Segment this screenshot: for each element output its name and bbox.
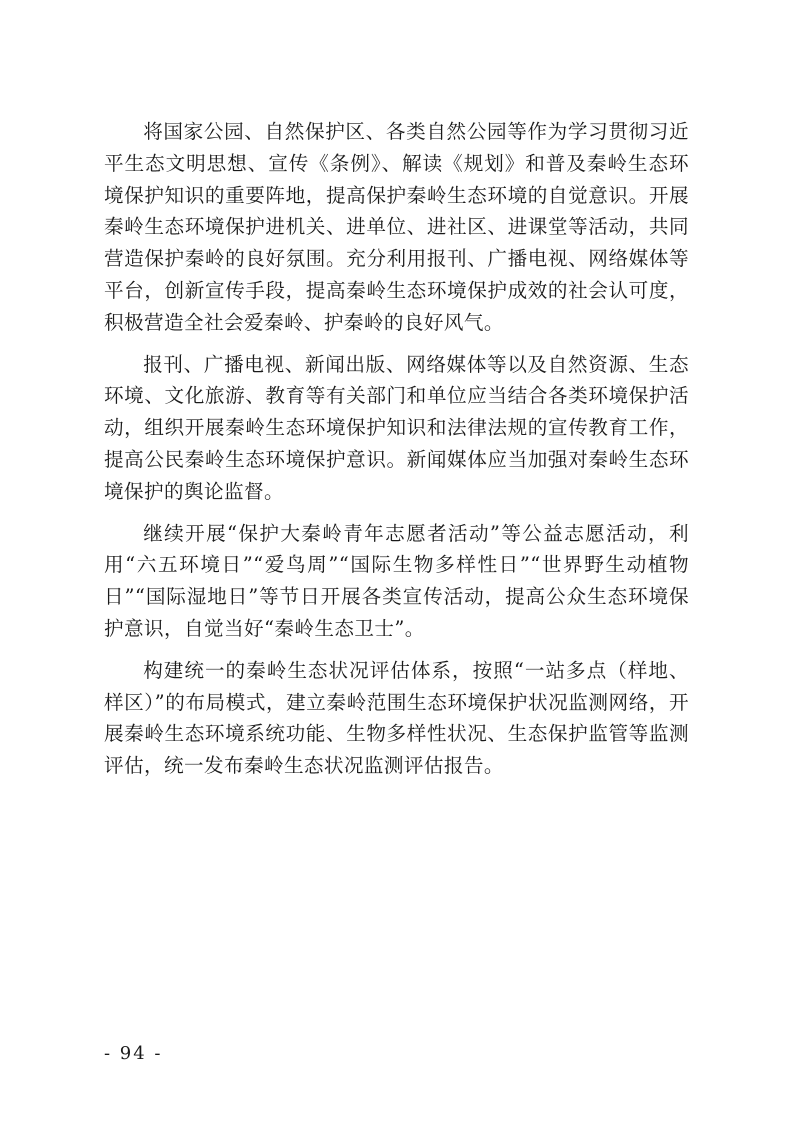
paragraph-publicity-bases: 将国家公园、自然保护区、各类自然公园等作为学习贯彻习近平生态文明思想、宣传《条例》、解读《规划》和普及秦岭生态环境保护知识的重要阵地，提高保护秦岭生态环境的自觉意识。开展秦岭生态环境保护进机关、进单位、进社区、进课堂等活动，共同营造保护秦岭的良好氛围。充分利用报刊、广播电视、网络媒体等平台，创新宣传手段，提高秦岭生态环境保护成效的社会认可度，积极营造全社会爱秦岭、护秦岭的良好风气。 [104, 120, 689, 334]
paragraph-media-education: 报刊、广播电视、新闻出版、网络媒体等以及自然资源、生态环境、文化旅游、教育等有关部门和单位应当结合各类环境保护活动，组织开展秦岭生态环境保护知识和法律法规的宣传教育工作，提高公民秦岭生态环境保护意识。新闻媒体应当加强对秦岭生态环境保护的舆论监督。 [104, 352, 689, 503]
paragraph-volunteer-activities: 继续开展“保护大秦岭青年志愿者活动”等公益志愿活动，利用“六五环境日”“爱鸟周”“国际生物多样性日”“世界野生动植物日”“国际湿地日”等节日开展各类宣传活动，提高公众生态环境保护意识，自觉当好“秦岭生态卫士”。 [104, 521, 689, 640]
document-body [104, 116, 689, 792]
page-number: - 94 - [104, 1043, 163, 1064]
paragraph-ecological-monitoring: 构建统一的秦岭生态状况评估体系，按照“一站多点（样地、样区）”的布局模式，建立秦岭范围生态环境保护状况监测网络，开展秦岭生态环境系统功能、生物多样性状况、生态保护监管等监测评估，统一发布秦岭生态状况监测评估报告。 [104, 658, 689, 778]
